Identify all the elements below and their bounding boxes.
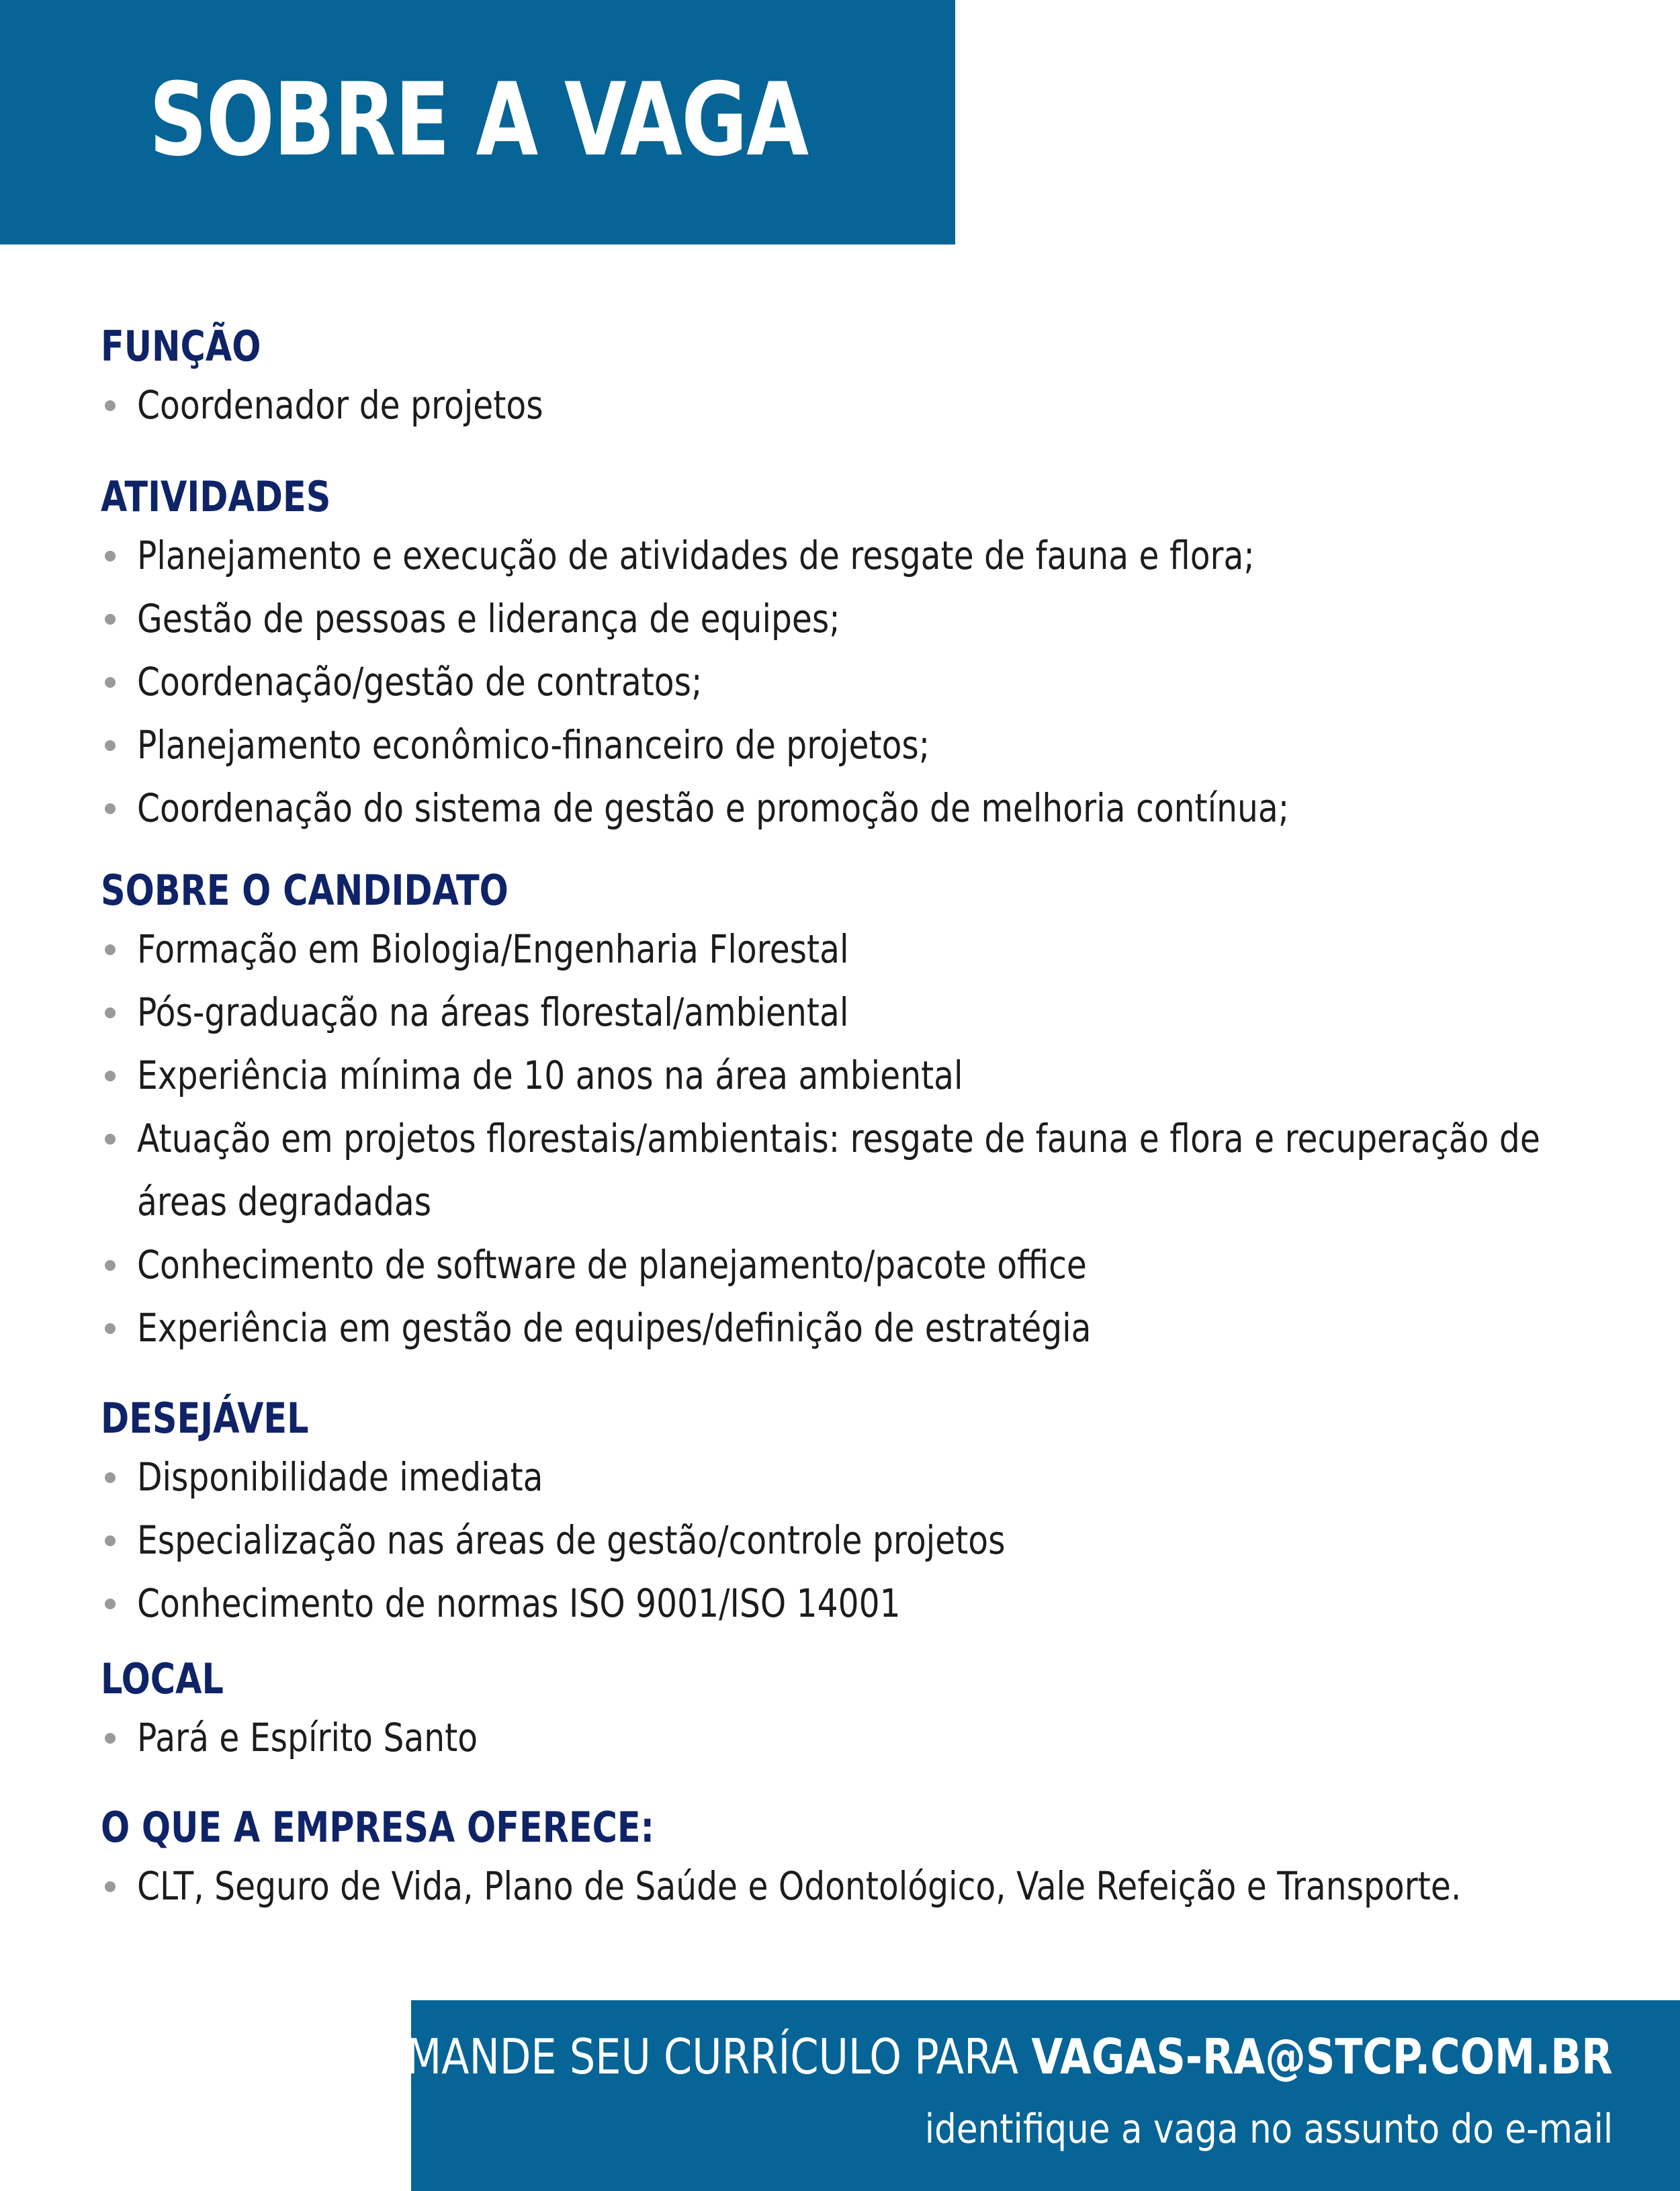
contact-email[interactable]: VAGAS-RA@STCP.COM.BR: [1031, 2028, 1613, 2085]
section-o-que-a-empresa-oferece: [101, 1801, 1592, 1918]
bullet-list: [101, 373, 1592, 437]
section-title: LOCAL: [101, 1654, 224, 1703]
bullet-icon: [105, 1071, 116, 1081]
bullet-icon: [105, 1535, 116, 1546]
list-item: Experiência em gestão de equipes/definição de estratégia: [101, 1296, 1592, 1359]
bullet-icon: [105, 1260, 116, 1271]
bullet-icon: [105, 1472, 116, 1483]
list-item: Atuação em projetos florestais/ambientais: resgate de fauna e flora e recuperação de áreas degradadas: [101, 1107, 1592, 1233]
section-sobre-o-candidato: [101, 864, 1592, 1359]
bullet-list: [101, 524, 1592, 840]
bullet-icon: [105, 1733, 116, 1744]
section-title: FUNÇÃO: [101, 322, 261, 371]
list-item: Especialização nas áreas de gestão/controle projetos: [101, 1509, 1592, 1572]
section-local: [101, 1652, 1592, 1769]
footer-banner: [406, 2000, 1680, 2191]
list-item: Planejamento e execução de atividades de resgate de fauna e flora;: [101, 524, 1592, 587]
list-item: Coordenação/gestão de contratos;: [101, 650, 1592, 713]
list-item: Experiência mínima de 10 anos na área ambiental: [101, 1044, 1592, 1107]
section-title: ATIVIDADES: [101, 472, 331, 521]
bullet-icon: [105, 740, 116, 751]
bullet-icon: [105, 1599, 116, 1609]
section-desejavel: [101, 1392, 1592, 1635]
list-item: Formação em Biologia/Engenharia Florestal: [101, 918, 1592, 981]
bullet-icon: [105, 1881, 116, 1892]
bullet-icon: [105, 1008, 116, 1018]
list-item: Planejamento econômico-financeiro de projetos;: [101, 713, 1592, 776]
bullet-icon: [105, 614, 116, 625]
section-title: DESEJÁVEL: [101, 1394, 309, 1443]
list-item: Coordenador de projetos: [101, 373, 1592, 437]
section-atividades: [101, 470, 1592, 840]
footer-prefix: MANDE SEU CURRÍCULO PARA: [406, 2028, 1032, 2085]
bullet-icon: [105, 1323, 116, 1334]
bullet-icon: [105, 677, 116, 688]
bullet-icon: [105, 400, 116, 411]
list-item: Conhecimento de software de planejamento/pacote office: [101, 1233, 1592, 1296]
bullet-list: [101, 918, 1592, 1359]
footer-note: identifique a vaga no assunto do e-mail: [924, 2106, 1613, 2153]
list-item: Gestão de pessoas e liderança de equipes;: [101, 587, 1592, 650]
section-funcao: [101, 320, 1592, 437]
page-title: SOBRE A VAGA: [149, 62, 808, 179]
list-item: CLT, Seguro de Vida, Plano de Saúde e Odontológico, Vale Refeição e Transporte.: [101, 1854, 1592, 1918]
bullet-icon: [105, 1134, 116, 1145]
list-item: Conhecimento de normas ISO 9001/ISO 14001: [101, 1572, 1592, 1635]
bullet-list: [101, 1445, 1592, 1635]
bullet-list: [101, 1854, 1592, 1918]
bullet-icon: [105, 803, 116, 814]
list-item: Disponibilidade imediata: [101, 1445, 1592, 1509]
list-item: Pós-graduação na áreas florestal/ambiental: [101, 981, 1592, 1044]
list-item: Pará e Espírito Santo: [101, 1706, 1592, 1769]
bullet-icon: [105, 551, 116, 562]
footer-cta: [406, 2028, 1613, 2085]
list-item: Coordenação do sistema de gestão e promoção de melhoria contínua;: [101, 776, 1592, 840]
section-title: O QUE A EMPRESA OFERECE:: [101, 1803, 654, 1852]
bullet-list: [101, 1706, 1592, 1769]
bullet-icon: [105, 944, 116, 955]
section-title: SOBRE O CANDIDATO: [101, 866, 509, 915]
header-banner: [0, 0, 955, 244]
